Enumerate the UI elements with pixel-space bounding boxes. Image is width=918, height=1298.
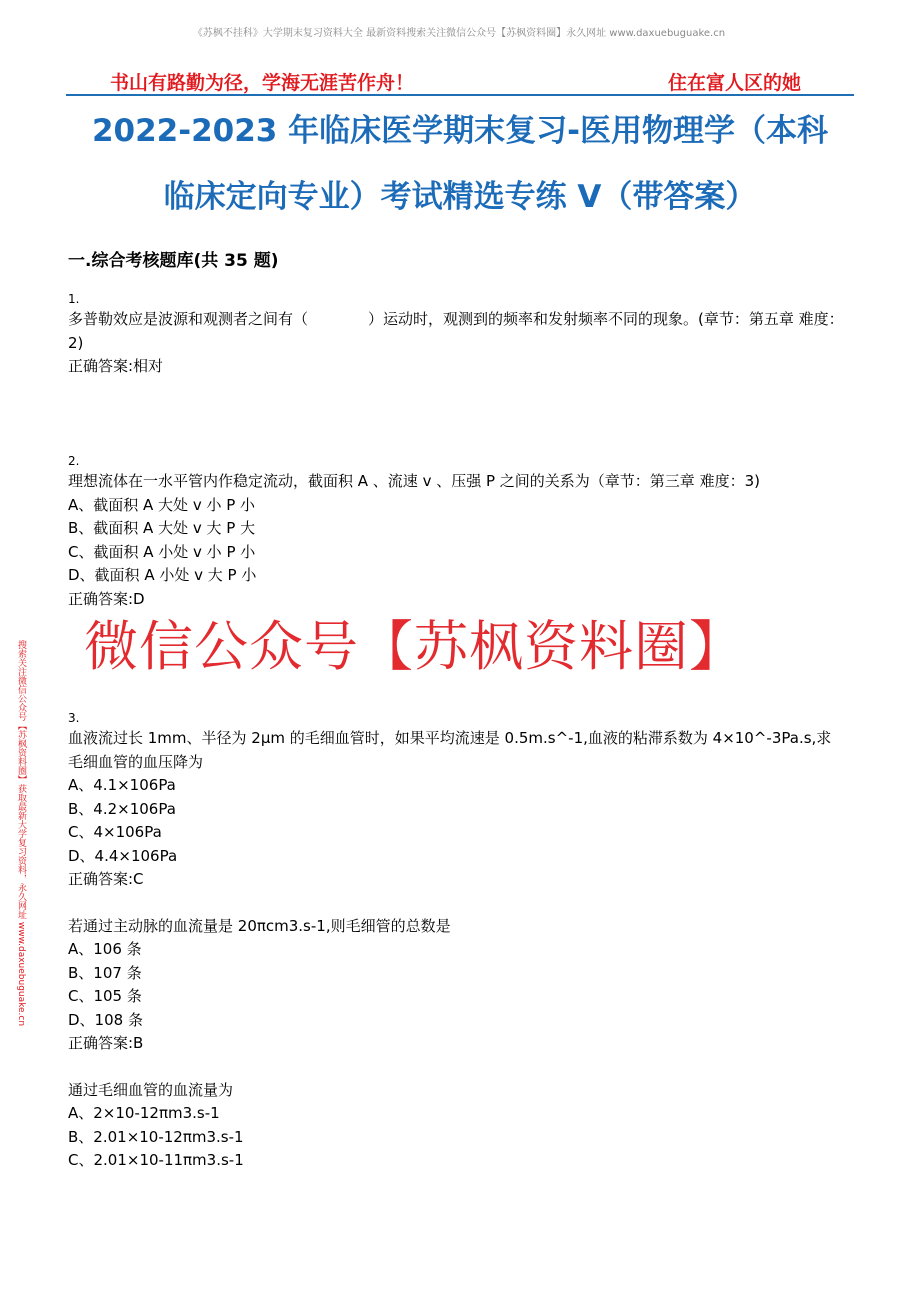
title-line-1: 2022-2023 年临床医学期末复习-医用物理学（本科 [91, 113, 829, 149]
option-a: A、106 条 [68, 940, 142, 958]
section-heading: 一.综合考核题库(共 35 题) [68, 251, 279, 271]
option-b: B、107 条 [68, 963, 142, 982]
sub-question-1-stem: 毛细血管的血压降为 [68, 752, 204, 771]
question-2 [68, 452, 858, 611]
title-line-2: 临床定向专业）考试精选专练 V（带答案） [163, 179, 757, 215]
question-number: 2. [68, 454, 80, 468]
option-b: B、截面积 A 大处 v 大 P 大 [68, 519, 256, 537]
option-c: C、2.01×10-11πm3.s-1 [68, 1151, 244, 1169]
side-watermark: 搜索关注微信公众号【苏枫资料圈】获取最新大学复习资料，永久网址 www.daxuebuguake.cn [16, 640, 26, 1027]
option-d: D、108 条 [68, 1010, 143, 1029]
option-b: B、4.2×106Pa [68, 799, 176, 818]
option-c: C、105 条 [68, 987, 142, 1005]
option-d: D、4.4×106Pa [68, 846, 178, 865]
answer: 正确答案:相对 [68, 357, 164, 375]
document-title [66, 98, 854, 230]
answer: 正确答案:B [68, 1034, 144, 1052]
option-d: D、截面积 A 小处 v 大 P 小 [68, 566, 257, 584]
question-3 [68, 709, 858, 1173]
header-rule [66, 94, 854, 96]
question-number: 1. [68, 292, 80, 306]
option-c: C、4×106Pa [68, 823, 162, 841]
question-stem: 血液流过长 1mm、半径为 2μm 的毛细血管时，如果平均流速是 0.5m.s^-1,血液的粘滞系数为 4×10^-3Pa.s,求 [68, 729, 832, 747]
sub-question-2-stem: 若通过主动脉的血流量是 20πcm3.s-1,则毛细管的总数是 [68, 916, 451, 935]
spacer [68, 892, 858, 915]
motto-left: 书山有路勤为径，学海无涯苦作舟！ [110, 72, 415, 94]
spacer [68, 1056, 858, 1079]
option-b: B、2.01×10-12πm3.s-1 [68, 1127, 244, 1146]
question-stem: 理想流体在一水平管内作稳定流动，截面积 A 、流速 v 、压强 P 之间的关系为（章节：第三章 难度：3) [68, 472, 760, 490]
watermark-text: 微信公众号【苏枫资料圈】 [84, 615, 744, 678]
sub-question-3-stem: 通过毛细血管的血流量为 [68, 1080, 234, 1099]
answer: 正确答案:D [68, 589, 145, 608]
option-a: A、4.1×106Pa [68, 776, 176, 794]
motto-right: 住在富人区的她 [668, 72, 802, 94]
question-stem: 多普勒效应是波源和观测者之间有（ ）运动时，观测到的频率和发射频率不同的现象。(章节：第五章 难度：2) [68, 310, 844, 352]
top-note: 《苏枫不挂科》大学期末复习资料大全 最新资料搜索关注微信公众号【苏枫资料圈】永久网址 www.daxuebuguake.cn [192, 28, 726, 39]
question-number: 3. [68, 711, 80, 725]
question-1 [68, 290, 858, 379]
option-a: A、2×10-12πm3.s-1 [68, 1104, 220, 1122]
option-a: A、截面积 A 大处 v 小 P 小 [68, 495, 256, 514]
answer: 正确答案:C [68, 870, 144, 888]
option-c: C、截面积 A 小处 v 小 P 小 [68, 542, 256, 561]
